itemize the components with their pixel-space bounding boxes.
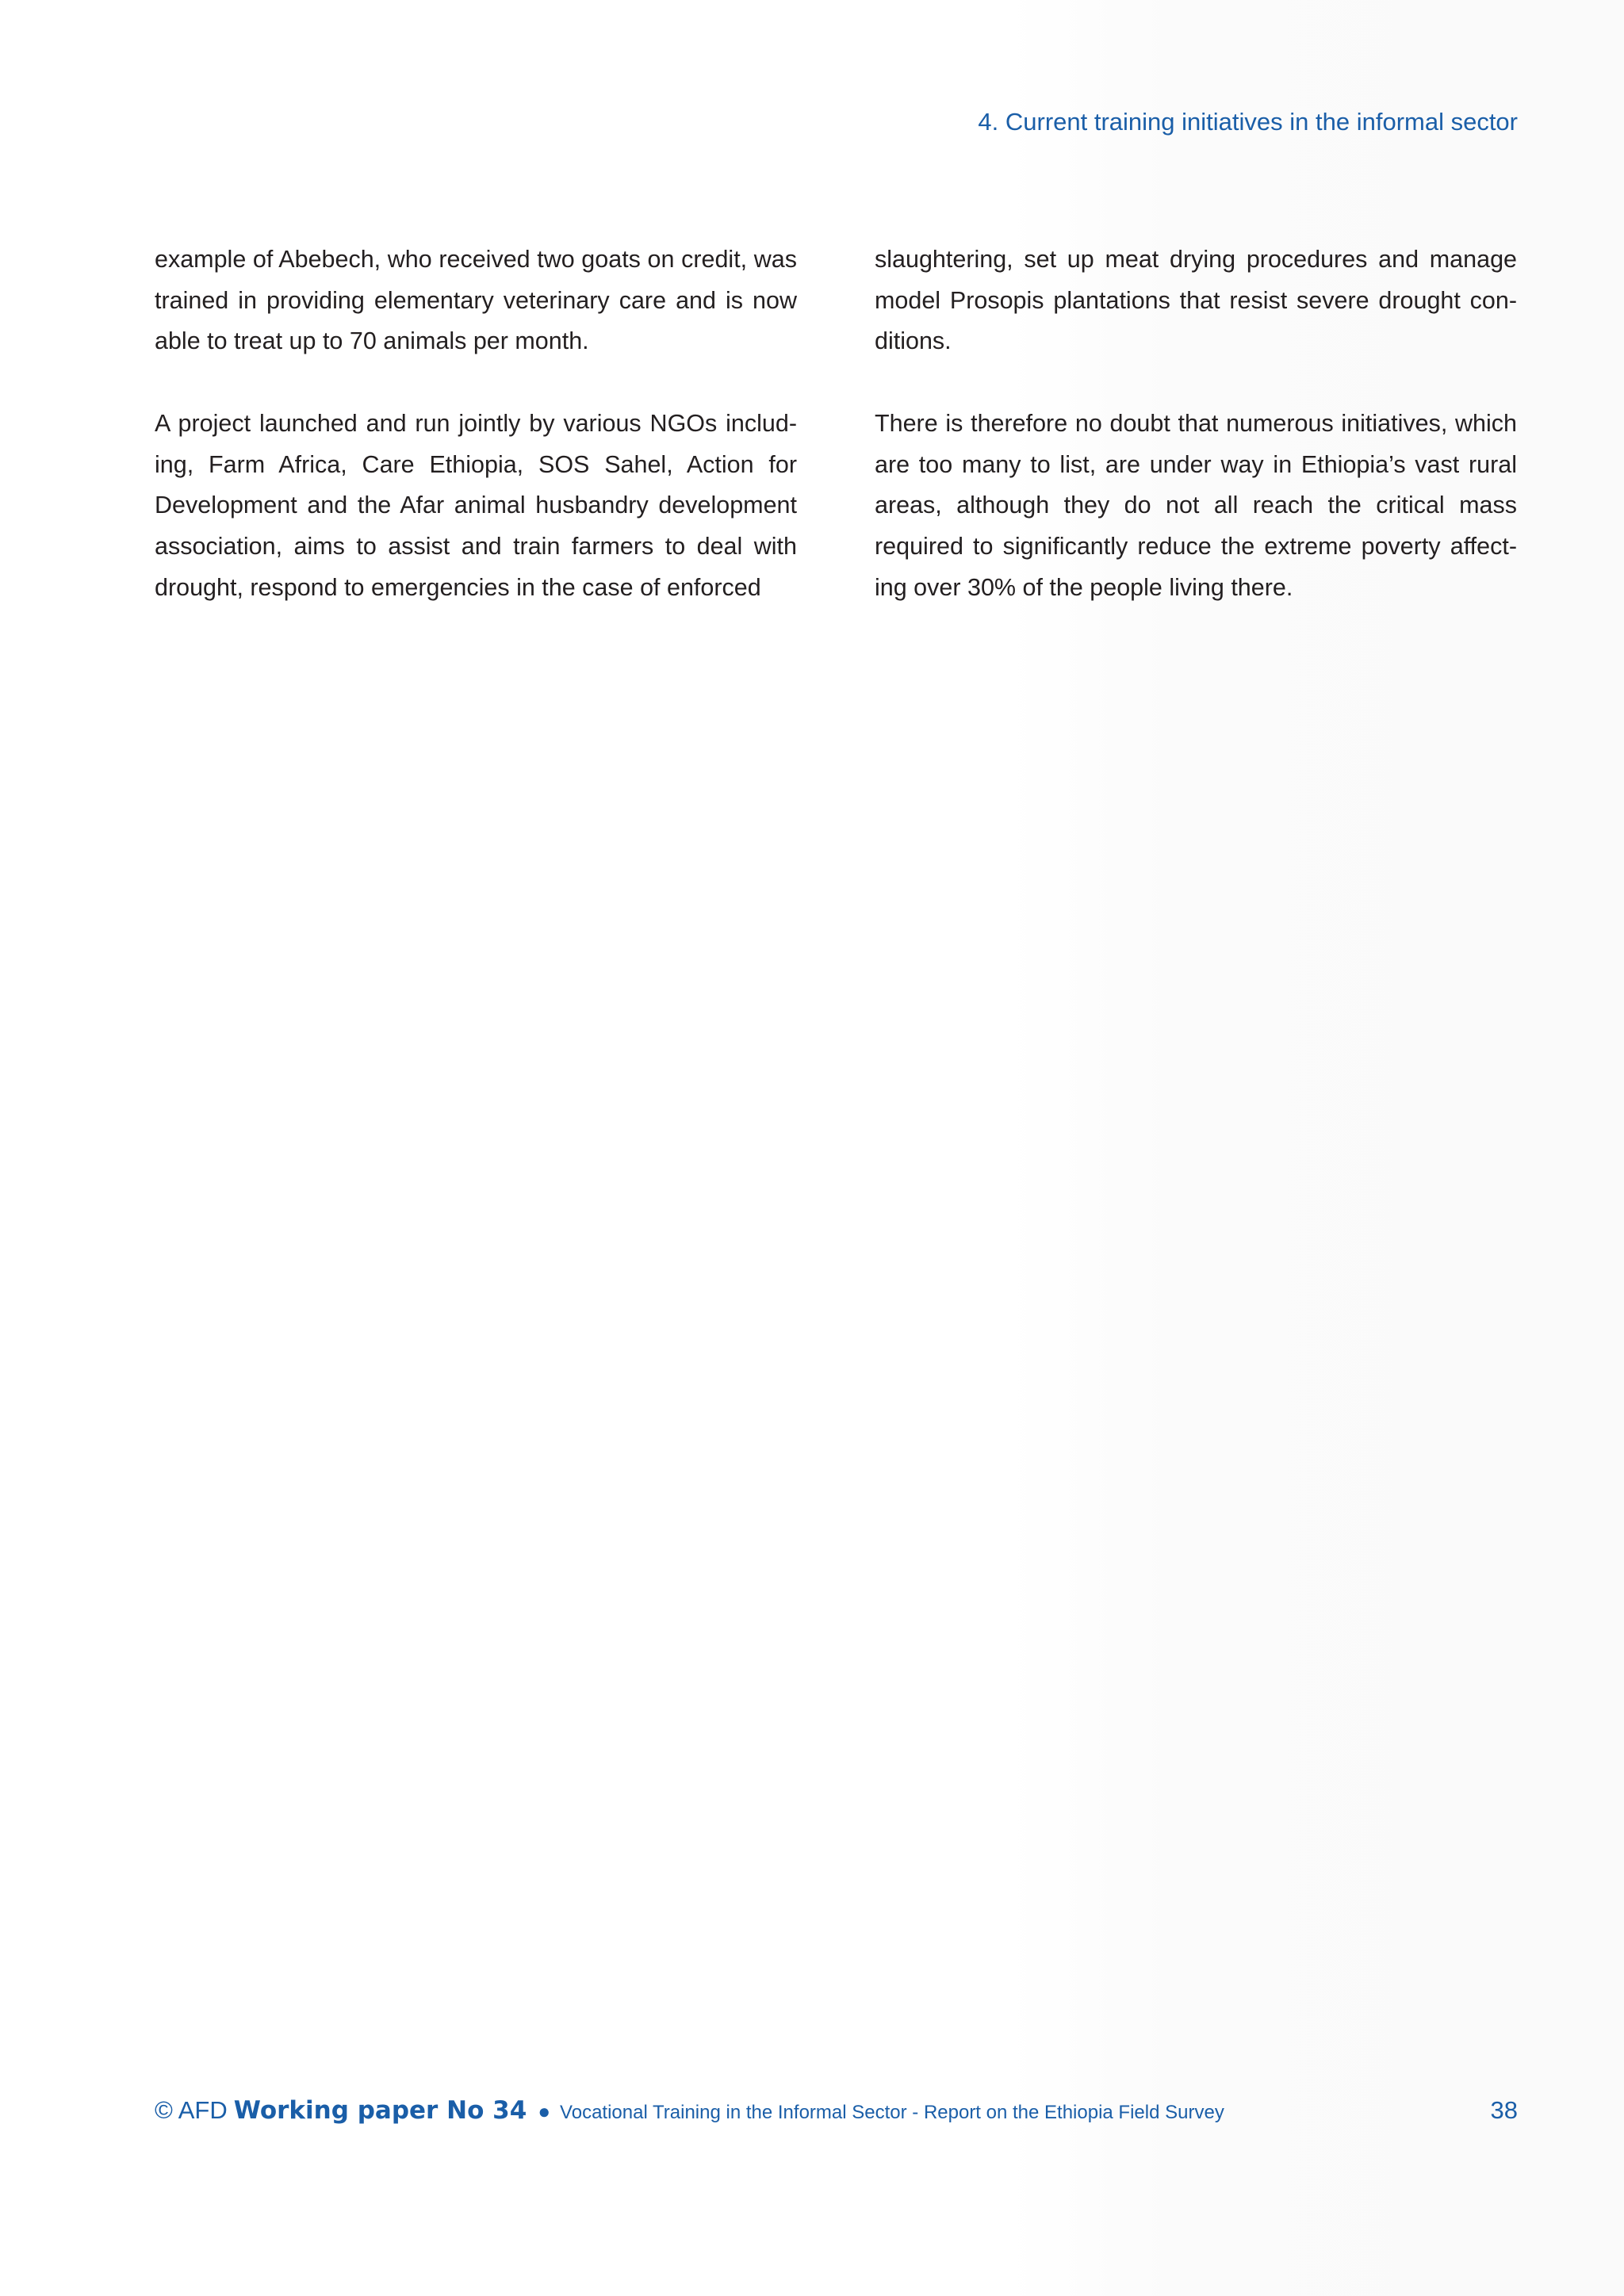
left-column [155,239,797,649]
right-column [875,239,1517,649]
paragraph: slaughtering, set up meat drying procedures and manage model Prosopis plantations that resist severe drought con- ditions. [875,246,1517,355]
report-title: Vocational Training in the Informal Sector - Report on the Ethiopia Field Survey [560,2102,1224,2123]
bullet-separator: ● [538,2099,551,2123]
running-header: 4. Current training initiatives in the informal sector [978,108,1518,136]
paragraph: There is therefore no doubt that numerous initiatives, which are too many to list, are under way in Ethiopia’s vast rural areas, although they do not all reach the critical mass required to significantly reduce the extreme poverty affect- ing over 30% of the people living there. [875,409,1517,601]
paragraph: A project launched and run jointly by various NGOs includ- ing, Farm Africa, Care Ethiopia, SOS Sahel, Action for Development and the Afar animal husbandry development association, aims to assist and train farmers to deal with drought, respond to emergencies in the case of enforced [155,409,797,601]
page-footer [155,2095,1518,2130]
series-title: Working paper No 34 [233,2096,527,2125]
copyright-notice: © AFD [155,2096,228,2124]
paragraph: example of Abebech, who received two goats on credit, was trained in providing elementary veterinary care and is now able to treat up to 70 animals per month. [155,246,797,355]
footer-citation [155,2096,1224,2125]
page-number: 38 [1490,2096,1518,2124]
